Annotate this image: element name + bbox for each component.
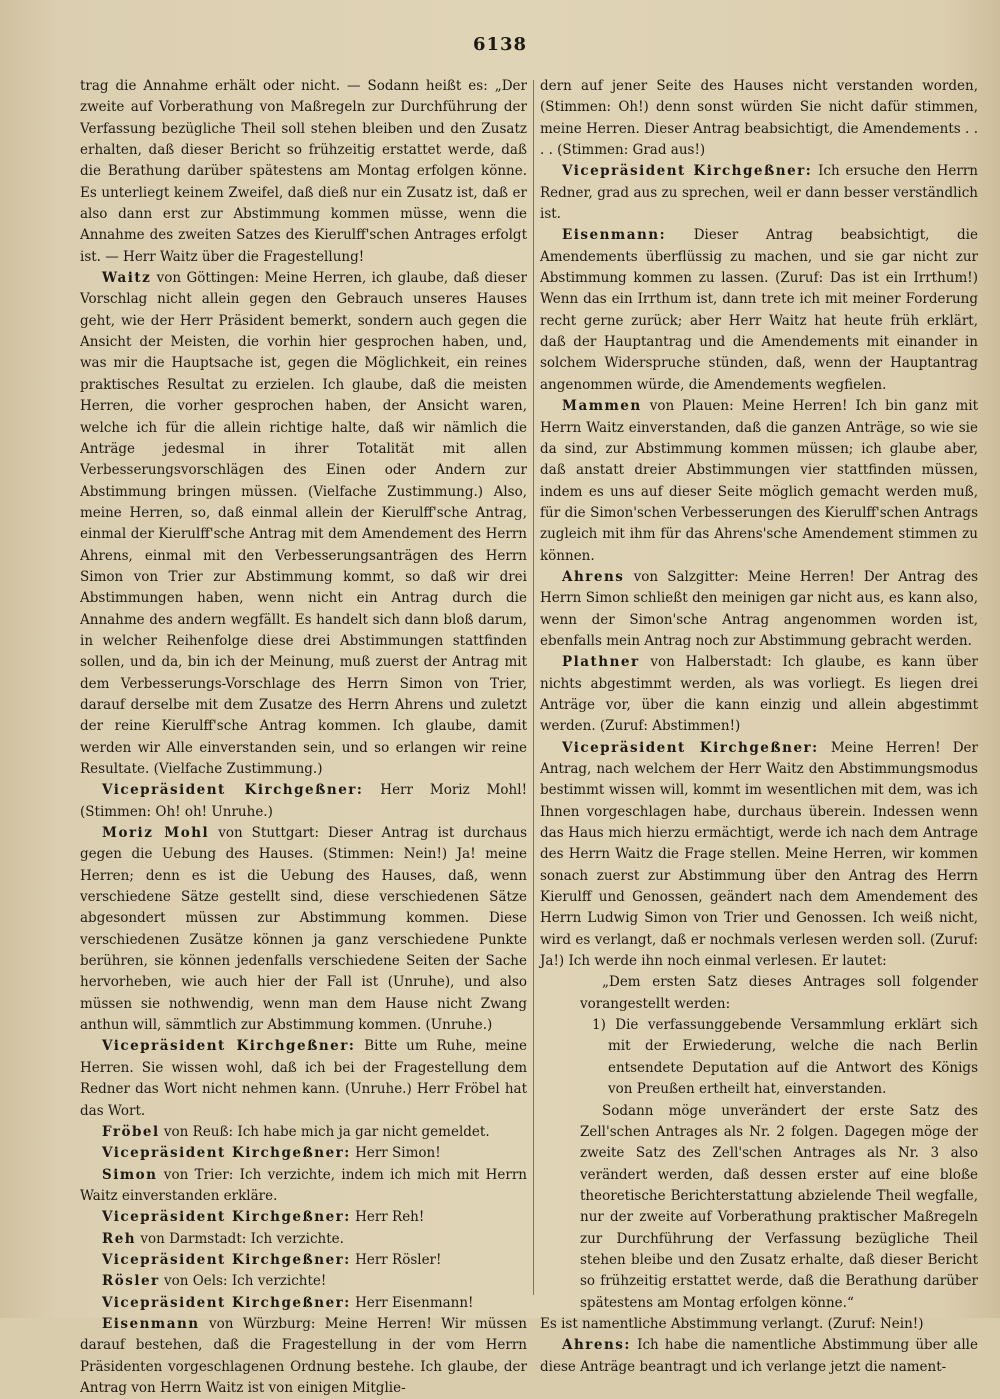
paragraph-text: von Göttingen: Meine Herren, ich glaube, daß dieser Vorschlag nicht allein gegen den Gebrauch unseres Hauses geht, wie der Herr Präsident bemerkt, sondern auch gegen die Ansicht der Meisten, die vorhin hier gesprochen haben, und, was mir die Hauptsache ist, gegen die Möglichkeit, ein reines praktisches Resultat zu erzielen. Ich glaube, daß die meisten Herren, die vorher gesprochen haben, der Ansicht waren, welche ich für die allein richtige halte, daß wir nämlich die Anträge jedesmal in ihrer Totalität mit allen Verbesserungsvorschlägen des Einen oder Andern zur Abstimmung bringen müssen. (Vielfache Zustimmung.) Also, meine Herren, so, daß einmal allein der Kierulff'sche Antrag, einmal der Kierulff'sche Antrag mit dem Amendement des Herrn Ahrens, einmal mit den Verbesserungsanträgen des Herrn Simon von Trier zur Abstimmung kommt, so daß wir drei Abstimmungen haben, wenn nicht ein Antrag durch die Annahme des andern wegfällt. Es handelt sich dann bloß darum, in welcher Reihenfolge diese drei Abstimmungen stattfinden sollen, und da, bin ich der Meinung, muß zuerst der Antrag mit dem Verbesserungs-Vorschlage des Herrn Simon von Trier, darauf derselbe mit dem Zusatze des Herrn Ahrens und zuletzt der reine Kierulff'sche Antrag kommen. Ich glaube, damit werden wir Alle einverstanden sein, und so erlangen wir reine Resultate. (Vielfache Zustimmung.): [80, 270, 527, 777]
paragraph: [580, 1101, 978, 1314]
paragraph: [80, 1250, 527, 1271]
paragraph: [592, 1015, 978, 1100]
paragraph: [80, 1314, 527, 1399]
speaker-name: Ahrens: [562, 568, 625, 585]
paragraph: [540, 1314, 978, 1335]
paragraph-text: Herr Rösler!: [350, 1251, 442, 1268]
paragraph: [80, 1271, 527, 1292]
paragraph: [580, 972, 978, 1015]
speaker-name: Rösler: [102, 1273, 160, 1290]
speaker-name: Moriz Mohl: [102, 825, 210, 842]
paragraph: [540, 567, 978, 652]
paragraph-text: „Dem ersten Satz dieses Antrages soll folgender vorangestellt werden:: [580, 974, 978, 1012]
speaker-name: Vicepräsident Kirchgeßner:: [102, 1294, 351, 1311]
speaker-name: Vicepräsident Kirchgeßner:: [562, 739, 819, 756]
speaker-name: Vicepräsident Kirchgeßner:: [102, 782, 364, 799]
paragraph-text: Meine Herren! Der Antrag, nach welchem der Herr Waitz den Abstimmungsmodus bestimmt wissen will, kommt im wesentlichen mit dem, was ich Ihnen vorgeschlagen habe, durchaus überein. Indessen wenn das Haus mich hierzu ermächtigt, werde ich nach dem Antrage des Herrn Waitz die Frage stellen. Meine Herren, wir kommen sonach zuerst zur Abstimmung über den Antrag des Herrn Kierulff und Genossen, geändert nach dem Amendement des Herrn Ludwig Simon von Trier und Genossen. Ich weiß nicht, wird es verlangt, daß er nochmals verlesen werden soll. (Zuruf: Ja!) Ich werde ihn noch einmal verlesen. Er lautet:: [540, 739, 979, 970]
page-number: 6138: [472, 34, 528, 55]
paragraph-text: Herr Moriz Mohl! (Stimmen: Oh! oh! Unruhe.): [80, 782, 527, 820]
paragraph-text: Es ist namentliche Abstimmung verlangt. (Zuruf: Nein!): [540, 1315, 924, 1332]
paragraph: [80, 1036, 527, 1121]
paragraph-text: 1) Die verfassunggebende Versammlung erklärt sich mit der Erwiederung, welche die nach Berlin entsendete Deputation auf die Antwort des Königs von Preußen ertheilt hat, einverstanden.: [592, 1017, 978, 1098]
paragraph: [80, 823, 527, 1036]
right-column: [540, 76, 979, 1375]
left-column: [80, 76, 527, 1396]
paragraph-text: von Reuß: Ich habe mich ja gar nicht gemeldet.: [159, 1123, 490, 1140]
paragraph: [80, 268, 527, 780]
paragraph: [80, 1165, 527, 1208]
paragraph-text: Bitte um Ruhe, meine Herren. Sie wissen wohl, daß ich bei der Fragestellung dem Redner das Wort nicht nehmen kann. (Unruhe.) Herr Fröbel hat das Wort.: [80, 1038, 527, 1119]
speaker-name: Reh: [102, 1230, 137, 1247]
paragraph: [80, 1229, 527, 1250]
column-divider: [533, 80, 534, 1295]
paragraph: [540, 1335, 978, 1378]
speaker-name: Vicepräsident Kirchgeßner:: [102, 1209, 351, 1226]
speaker-name: Vicepräsident Kirchgeßner:: [102, 1251, 351, 1268]
paragraph-text: von Stuttgart: Dieser Antrag ist durchaus gegen die Uebung des Hauses. (Stimmen: Nein!) Ja! meine Herren; denn es ist die Uebung des Hauses, daß, wenn verschiedene Sätze gestellt sind, diese verschiedenen Sätze abgesondert müssen zur Abstimmung kommen. Diese verschiedenen Zusätze können ja ganz verschiedene Punkte berühren, sie können jedenfalls verschiedene Seiten der Sache hervorheben, wie auch hier der Fall ist (Unruhe), und also müssen sie nothwendig, wenn man dem Hause nicht Zwang anthun will, sämmtlich zur Abstimmung kommen. (Unruhe.): [80, 825, 527, 1034]
paragraph-text: Herr Eisenmann!: [350, 1294, 474, 1311]
speaker-name: Vicepräsident Kirchgeßner:: [102, 1038, 356, 1055]
paragraph-text: Ich habe die namentliche Abstimmung über alle diese Anträge beantragt und ich verlange jetzt die nament-: [540, 1337, 978, 1375]
speaker-name: Eisenmann:: [562, 227, 667, 244]
paragraph-text: Herr Reh!: [350, 1209, 425, 1226]
paragraph: [80, 1143, 527, 1164]
paragraph: [80, 76, 527, 268]
speaker-name: Eisenmann: [102, 1315, 200, 1332]
paragraph-text: Herr Simon!: [350, 1145, 441, 1162]
paragraph: [540, 738, 978, 973]
paragraph: [540, 652, 978, 737]
paragraph-text: von Plauen: Meine Herren! Ich bin ganz mit Herrn Waitz einverstanden, daß die ganzen Anträge, so wie sie da sind, zur Abstimmung kommen müssen; ich glaube aber, daß anstatt dreier Abstimmungen vier stattfinden müssen, indem es uns auf dieser Seite möglich gemacht werden muß, für die Simon'schen Verbesserungen des Kierulff'schen Antrags zugleich mit ihm für das Ahrens'sche Amendement stimmen zu können.: [540, 398, 978, 564]
paragraph-text: von Salzgitter: Meine Herren! Der Antrag des Herrn Simon schließt den meinigen gar nicht aus, es kann also, wenn der Simon'sche Antrag angenommen worden ist, ebenfalls mein Antrag noch zur Abstimmung gebracht werden.: [540, 568, 978, 649]
paragraph-text: trag die Annahme erhält oder nicht. — Sodann heißt es: „Der zweite auf Vorberathung von Maßregeln zur Durchführung der Verfassung bezügliche Theil soll stehen bleiben und den Zusatz erhalten, daß dieser Bericht so frühzeitig erstattet werde, daß die Berathung darüber spätestens am Montag erfolgen könne. Es unterliegt keinem Zweifel, daß dieß nur ein Zusatz ist, daß er also dann erst zur Abstimmung kommen müsse, wenn die Annahme des zweiten Satzes des Kierulff'schen Antrages erfolgt ist. — Herr Waitz über die Fragestellung!: [80, 78, 527, 265]
speaker-name: Vicepräsident Kirchgeßner:: [102, 1145, 351, 1162]
paragraph: [80, 1122, 527, 1143]
paragraph-text: Sodann möge unverändert der erste Satz des Zell'schen Antrages als Nr. 2 folgen. Dagegen möge der zweite Satz des Zell'schen Antrages als Nr. 3 also verändert werden, daß dessen erster auf eine bloße theoretische Berichterstattung abzielende Theil wegfalle, nur der zweite auf Vorberathung praktischer Maßregeln zur Durchführung der Verfassung bezügliche Theil stehen bleibe und den Zusatz erhalte, daß dieser Bericht so frühzeitig erstattet werde, daß die Berathung darüber spätestens am Montag erfolgen könne.“: [580, 1102, 978, 1311]
speaker-name: Plathner: [562, 654, 640, 671]
speaker-name: Vicepräsident Kirchgeßner:: [562, 163, 813, 180]
paragraph: [80, 1207, 527, 1228]
paragraph-text: dern auf jener Seite des Hauses nicht verstanden worden, (Stimmen: Oh!) denn sonst würden Sie nicht dafür stimmen, meine Herren. Dieser Antrag beabsichtigt, die Amendements . . . . (Stimmen: Grad aus!): [540, 78, 978, 159]
speaker-name: Ahrens:: [562, 1337, 631, 1354]
paragraph: [80, 1293, 527, 1314]
paragraph: [540, 396, 978, 567]
paragraph-text: von Halberstadt: Ich glaube, es kann über nichts abgestimmt werden, als was vorliegt. Es liegen drei Anträge vor, über die kann einzig und allein abgestimmt werden. (Zuruf: Abstimmen!): [540, 654, 978, 735]
paragraph: [540, 161, 978, 225]
speaker-name: Waitz: [102, 270, 152, 287]
speaker-name: Mammen: [562, 398, 642, 415]
paragraph-text: von Trier: Ich verzichte, indem ich mich mit Herrn Waitz einverstanden erkläre.: [80, 1166, 527, 1204]
paragraph: [540, 225, 978, 396]
paragraph-text: Dieser Antrag beabsichtigt, die Amendements überflüssig zu machen, und sie gar nicht zur Abstimmung kommen zu lassen. (Zuruf: Das ist ein Irrthum!) Wenn das ein Irrthum ist, dann trete ich mit meiner Forderung recht gerne zurück; aber Herr Waitz hat heute früh erklärt, daß der Hauptantrag und die Amendements mit einander in solchem Widerspruche stünden, daß, wenn der Hauptantrag angenommen würde, die Amendements wegfielen.: [540, 227, 978, 393]
paragraph-text: von Würzburg: Meine Herren! Wir müssen darauf bestehen, daß die Fragestellung in der vom Herrn Präsidenten vorgeschlagenen Ordnung bestehe. Ich glaube, der Antrag von Herrn Waitz ist von einigen Mitglie-: [80, 1315, 527, 1396]
paragraph: [80, 780, 527, 823]
speaker-name: Fröbel: [102, 1123, 160, 1140]
paragraph: [540, 76, 978, 161]
speaker-name: Simon: [102, 1166, 158, 1183]
paragraph-text: von Oels: Ich verzichte!: [159, 1273, 327, 1290]
paragraph-text: Ich ersuche den Herrn Redner, grad aus zu sprechen, weil er dann besser verständlich ist.: [540, 163, 978, 223]
paragraph-text: von Darmstadt: Ich verzichte.: [136, 1230, 344, 1247]
